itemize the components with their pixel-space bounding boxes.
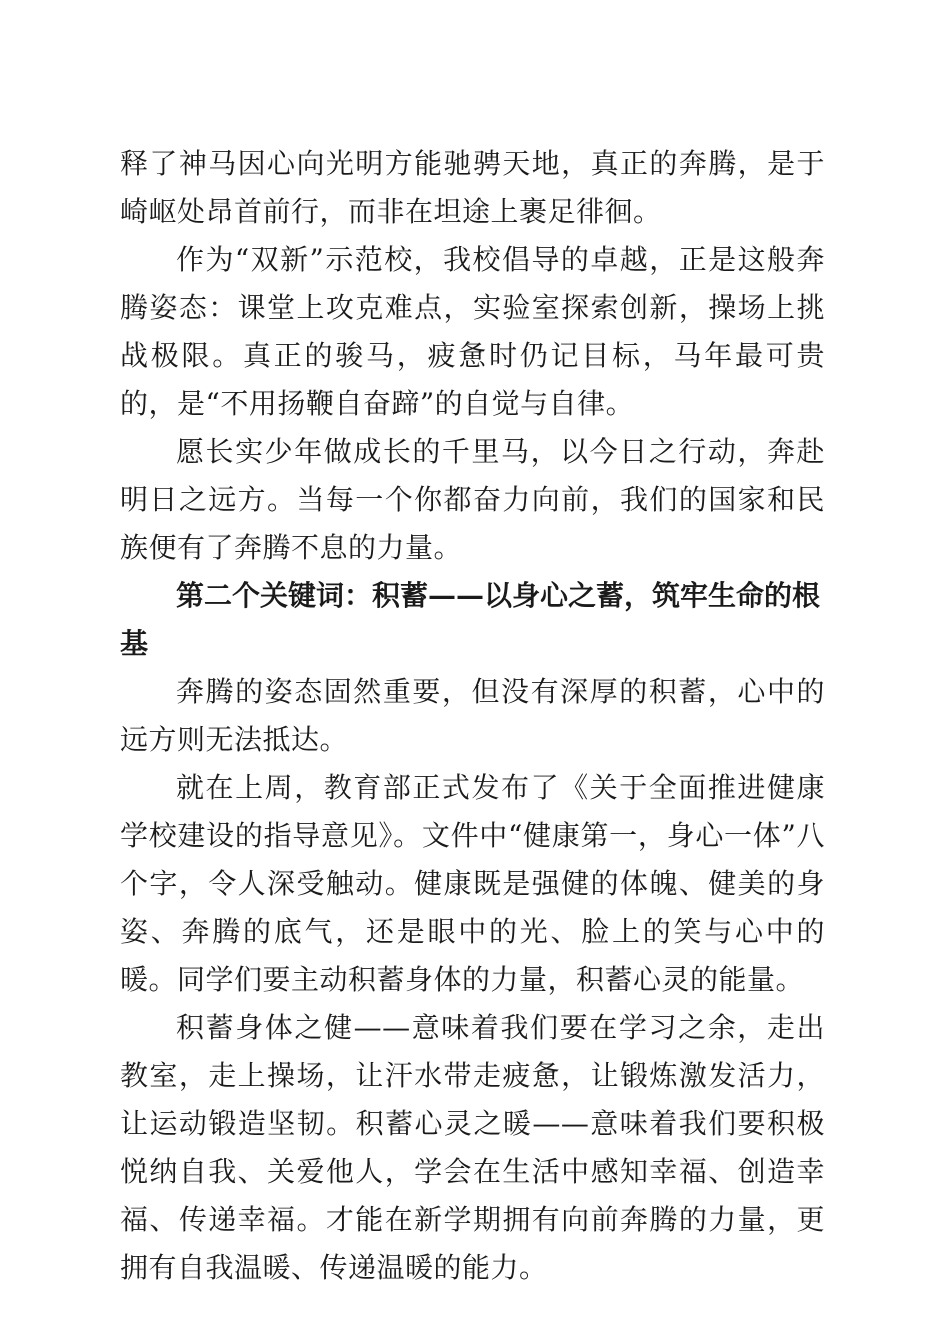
paragraph-continuation: 释了神马因心向光明方能驰骋天地，真正的奔腾，是于崎岖处昂首前行，而非在坦途上裹足徘徊。 (120, 147, 825, 228)
paragraph-ministry-guidance: 就在上周，教育部正式发布了《关于全面推进健康学校建设的指导意见》。文件中“健康第一，身心一体”八个字，令人深受触动。健康既是强健的体魄、健美的身姿、奔腾的底气，还是眼中的光、脸上的笑与心中的暖。同学们要主动积蓄身体的力量，积蓄心灵的能量。 (120, 771, 825, 996)
paragraph-shuangxin-school: 作为“双新”示范校，我校倡导的卓越，正是这般奔腾姿态：课堂上攻克难点，实验室探索创新，操场上挑战极限。真正的骏马，疲惫时仍记目标，马年最可贵的，是“不用扬鞭自奋蹄”的自觉与自律。 (120, 243, 825, 420)
paragraph-qianlima-wish: 愿长实少年做成长的千里马，以今日之行动，奔赴明日之远方。当每一个你都奋力向前，我们的国家和民族便有了奔腾不息的力量。 (120, 435, 825, 564)
section-heading-keyword-two: 第二个关键词：积蓄——以身心之蓄，筑牢生命的根基 (120, 579, 821, 660)
document-body (120, 140, 825, 1292)
paragraph-body-and-heart: 积蓄身体之健——意味着我们要在学习之余，走出教室，走上操场，让汗水带走疲惫，让锻炼激发活力，让运动锻造坚韧。积蓄心灵之暖——意味着我们要积极悦纳自我、关爱他人，学会在生活中感知幸福、创造幸福、传递幸福。才能在新学期拥有向前奔腾的力量，更拥有自我温暖、传递温暖的能力。 (120, 1011, 825, 1284)
paragraph-accumulation-intro: 奔腾的姿态固然重要，但没有深厚的积蓄，心中的远方则无法抵达。 (120, 675, 825, 756)
